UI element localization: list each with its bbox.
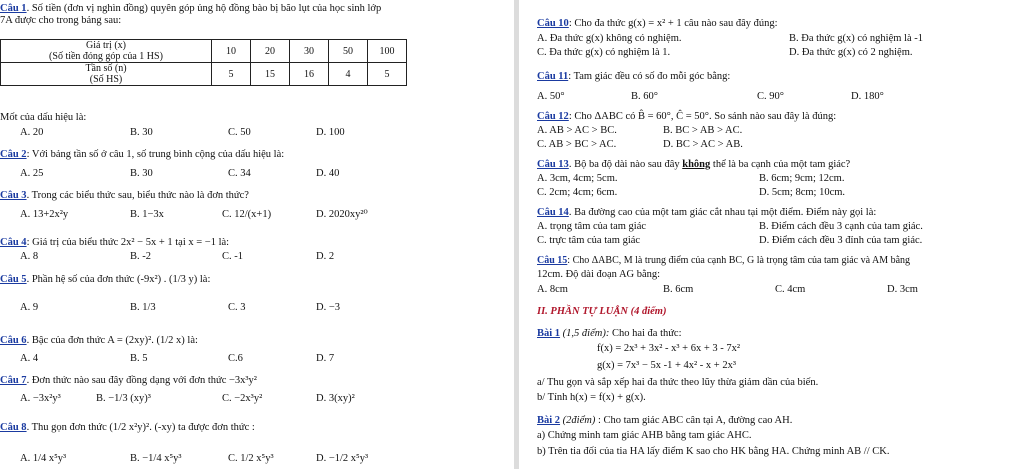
table-header-line: (Số HS) xyxy=(89,74,123,85)
exercise-1 xyxy=(537,327,682,340)
answer-option: D. 5cm; 8cm; 10cm. xyxy=(759,187,846,198)
answer-option: A. 4 xyxy=(20,353,39,364)
question-2 xyxy=(0,148,284,161)
answer-option: C. 2cm; 4cm; 6cm. xyxy=(537,187,618,198)
question-8 xyxy=(0,421,255,434)
table-cell: 20 xyxy=(251,40,290,63)
answer-option: B. 1/3 xyxy=(130,302,156,313)
question-label: Câu 3 xyxy=(0,190,27,201)
question-6 xyxy=(0,334,198,347)
answer-option: C. 1/2 x⁵y³ xyxy=(228,453,274,464)
answer-option: D. Đa thức g(x) có 2 nghiệm. xyxy=(789,47,913,58)
exercise-score: (2điểm) xyxy=(560,415,596,426)
polynomial-g: g(x) = 7x³ − 5x -1 + 4x² - x + 2x³ xyxy=(597,360,736,371)
answer-option: A. 50° xyxy=(537,91,565,102)
question-15-line2: 12cm. Độ dài đoạn AG bằng: xyxy=(537,269,661,280)
question-12 xyxy=(537,110,836,123)
question-label: Câu 15 xyxy=(537,255,568,266)
answer-option: B. 60° xyxy=(631,91,658,102)
answer-option: A. 1/4 x⁵y³ xyxy=(20,453,67,464)
exercise-2-part-b: b) Trên tia đối của tia HA lấy điểm K sao cho HK bằng HA. Chứng minh AB // CK. xyxy=(537,446,890,457)
question-label: Câu 12 xyxy=(537,111,569,122)
answer-option: C. trực tâm của tam giác xyxy=(537,235,641,246)
question-13 xyxy=(537,158,850,171)
question-15 xyxy=(537,254,910,267)
question-text: . Số tiền (đơn vị nghìn đồng) quyên góp ủng hộ đồng bào bị bão lụt của học sinh lớp xyxy=(26,3,382,14)
question-emphasis: không xyxy=(682,159,711,170)
table-cell: 100 xyxy=(368,40,407,63)
table-header-line: Giá trị (x) xyxy=(86,40,126,51)
answer-option: D. 40 xyxy=(316,168,340,179)
polynomial-f: f(x) = 2x³ + 3x² - x³ + 6x + 3 - 7x² xyxy=(597,343,741,354)
question-label: Câu 4 xyxy=(0,237,27,248)
question-11 xyxy=(537,70,730,83)
answer-option: C. 34 xyxy=(228,168,251,179)
answer-option: C. 12/(x+1) xyxy=(222,209,272,220)
answer-option: D. −1/2 x⁵y³ xyxy=(316,453,369,464)
table-cell: 5 xyxy=(368,63,407,86)
exercise-2 xyxy=(537,414,792,427)
question-1-line2: 7A được cho trong bảng sau: xyxy=(0,15,122,26)
answer-option: B. Đa thức g(x) có nghiệm là -1 xyxy=(789,33,923,44)
question-label: Câu 7 xyxy=(0,375,27,386)
answer-option: D. 3(xy)² xyxy=(316,393,355,404)
table-cell: 10 xyxy=(212,40,251,63)
answer-option: A. 25 xyxy=(20,168,44,179)
answer-option: D. 3cm xyxy=(887,284,918,295)
question-text: . Bậc của đơn thức A = (2xy)². (1/2 x) là: xyxy=(26,335,198,346)
exercise-label: Bài 2 xyxy=(537,415,561,426)
question-text: . Bộ ba độ dài nào sau đây xyxy=(568,159,683,170)
table-header-cell xyxy=(1,40,212,63)
answer-option: B. BC > AB > AC. xyxy=(663,125,743,136)
question-label: Câu 14 xyxy=(537,207,569,218)
table-header-line: Tần số (n) xyxy=(85,63,127,74)
answer-option: D. −3 xyxy=(316,302,341,313)
answer-option: B. −1/4 x⁵y³ xyxy=(130,453,182,464)
question-text: : Tam giác đều có số đo mỗi góc bằng: xyxy=(568,71,731,82)
question-text: . Thu gọn đơn thức (1/2 x²y)². (-xy) ta được đơn thức : xyxy=(26,422,255,433)
question-text: : Với bảng tần số ở câu 1, số trung bình cộng của dấu hiệu là: xyxy=(26,149,285,160)
answer-option: B. 5 xyxy=(130,353,148,364)
exercise-score: (1,5 điểm): xyxy=(560,328,610,339)
table-cell: 5 xyxy=(212,63,251,86)
answer-option: A. AB > AC > BC. xyxy=(537,125,617,136)
answer-option: D. 180° xyxy=(851,91,884,102)
table-header-line: (Số tiền đóng góp của 1 HS) xyxy=(49,51,163,62)
question-label: Câu 11 xyxy=(537,71,569,82)
question-text: . Phần hệ số của đơn thức (-9x²) . (1/3 y) là: xyxy=(26,274,211,285)
answer-option: B. 1−3x xyxy=(130,209,164,220)
answer-option: C. -1 xyxy=(222,251,243,262)
question-label: Câu 1 xyxy=(0,3,27,14)
table-row xyxy=(1,40,407,63)
answer-option: A. 9 xyxy=(20,302,39,313)
question-text: : Giá trị của biểu thức 2x² − 5x + 1 tại x = −1 là: xyxy=(26,237,230,248)
question-5 xyxy=(0,273,210,286)
right-page xyxy=(519,0,1024,469)
question-3 xyxy=(0,189,249,202)
exercise-2-part-a: a) Chứng minh tam giác AHB bằng tam giác AHC. xyxy=(537,430,752,441)
answer-option: A. 3cm, 4cm; 5cm. xyxy=(537,173,618,184)
question-text: thể là ba cạnh của một tam giác? xyxy=(710,159,851,170)
answer-option: C. 4cm xyxy=(775,284,806,295)
question-4 xyxy=(0,236,229,249)
question-label: Câu 2 xyxy=(0,149,27,160)
question-text: . Trong các biểu thức sau, biểu thức nào là đơn thức? xyxy=(26,190,249,201)
table-cell: 16 xyxy=(290,63,329,86)
answer-option: C. 50 xyxy=(228,127,251,138)
answer-option: B. 6cm xyxy=(663,284,694,295)
answer-option: A. 20 xyxy=(20,127,44,138)
table-header-cell xyxy=(1,63,212,86)
exercise-text: Cho hai đa thức: xyxy=(609,328,682,339)
answer-option: C. −2x³y² xyxy=(222,393,263,404)
question-1-prompt: Mốt của dấu hiệu là: xyxy=(0,112,87,123)
question-label: Câu 8 xyxy=(0,422,27,433)
answer-option: B. -2 xyxy=(130,251,151,262)
question-text: : Cho ΔABC, M là trung điểm của cạnh BC, G là trọng tâm của tam giác và AM bằng xyxy=(567,255,911,266)
question-label: Câu 13 xyxy=(537,159,569,170)
answer-option: B. 30 xyxy=(130,127,153,138)
answer-option: B. 6cm; 9cm; 12cm. xyxy=(759,173,845,184)
question-text: : Cho đa thức g(x) = x² + 1 câu nào sau đây đúng: xyxy=(568,18,778,29)
question-text: . Đơn thức nào sau đây đồng dạng với đơn thức −3x³y² xyxy=(26,375,257,386)
question-10 xyxy=(537,17,778,30)
answer-option: A. Đa thức g(x) không có nghiệm. xyxy=(537,33,682,44)
table-cell: 15 xyxy=(251,63,290,86)
question-text: . Ba đường cao của một tam giác cắt nhau tại một điểm. Điểm này gọi là: xyxy=(568,207,877,218)
answer-option: B. Điểm cách đều 3 cạnh của tam giác. xyxy=(759,221,923,232)
table-cell: 50 xyxy=(329,40,368,63)
exercise-text: : Cho tam giác ABC cân tại A, đường cao AH. xyxy=(595,415,793,426)
answer-option: D. 2 xyxy=(316,251,335,262)
answer-option: B. −1/3 (xy)³ xyxy=(96,393,151,404)
frequency-table xyxy=(0,39,407,86)
exercise-1-part-b: b/ Tính h(x) = f(x) + g(x). xyxy=(537,392,646,403)
section-heading: II. PHẦN TỰ LUẬN (4 điểm) xyxy=(537,306,667,317)
question-14 xyxy=(537,206,876,219)
question-text: : Cho ΔABC có B̂ = 60°, Ĉ = 50°. So sánh nào sau đây là đúng: xyxy=(568,111,837,122)
answer-option: C. Đa thức g(x) có nghiệm là 1. xyxy=(537,47,671,58)
answer-option: C. 90° xyxy=(757,91,784,102)
answer-option: D. 2020xy²⁰ xyxy=(316,209,368,220)
answer-option: B. 30 xyxy=(130,168,153,179)
answer-option: D. BC > AC > AB. xyxy=(663,139,743,150)
answer-option: A. trọng tâm của tam giác xyxy=(537,221,647,232)
table-row xyxy=(1,63,407,86)
exercise-label: Bài 1 xyxy=(537,328,561,339)
answer-option: D. Điểm cách đều 3 đỉnh của tam giác. xyxy=(759,235,923,246)
answer-option: C.6 xyxy=(228,353,243,364)
answer-option: C. 3 xyxy=(228,302,246,313)
question-label: Câu 10 xyxy=(537,18,569,29)
table-cell: 4 xyxy=(329,63,368,86)
answer-option: C. AB > BC > AC. xyxy=(537,139,617,150)
question-label: Câu 6 xyxy=(0,335,27,346)
answer-option: A. −3x²y³ xyxy=(20,393,61,404)
answer-option: A. 8 xyxy=(20,251,39,262)
answer-option: A. 8cm xyxy=(537,284,568,295)
table-cell: 30 xyxy=(290,40,329,63)
answer-option: D. 100 xyxy=(316,127,345,138)
answer-option: D. 7 xyxy=(316,353,335,364)
exercise-1-part-a: a/ Thu gọn và sắp xếp hai đa thức theo lũy thừa giảm dần của biến. xyxy=(537,377,819,388)
answer-option: A. 13+2x²y xyxy=(20,209,69,220)
question-7 xyxy=(0,374,257,387)
question-label: Câu 5 xyxy=(0,274,27,285)
